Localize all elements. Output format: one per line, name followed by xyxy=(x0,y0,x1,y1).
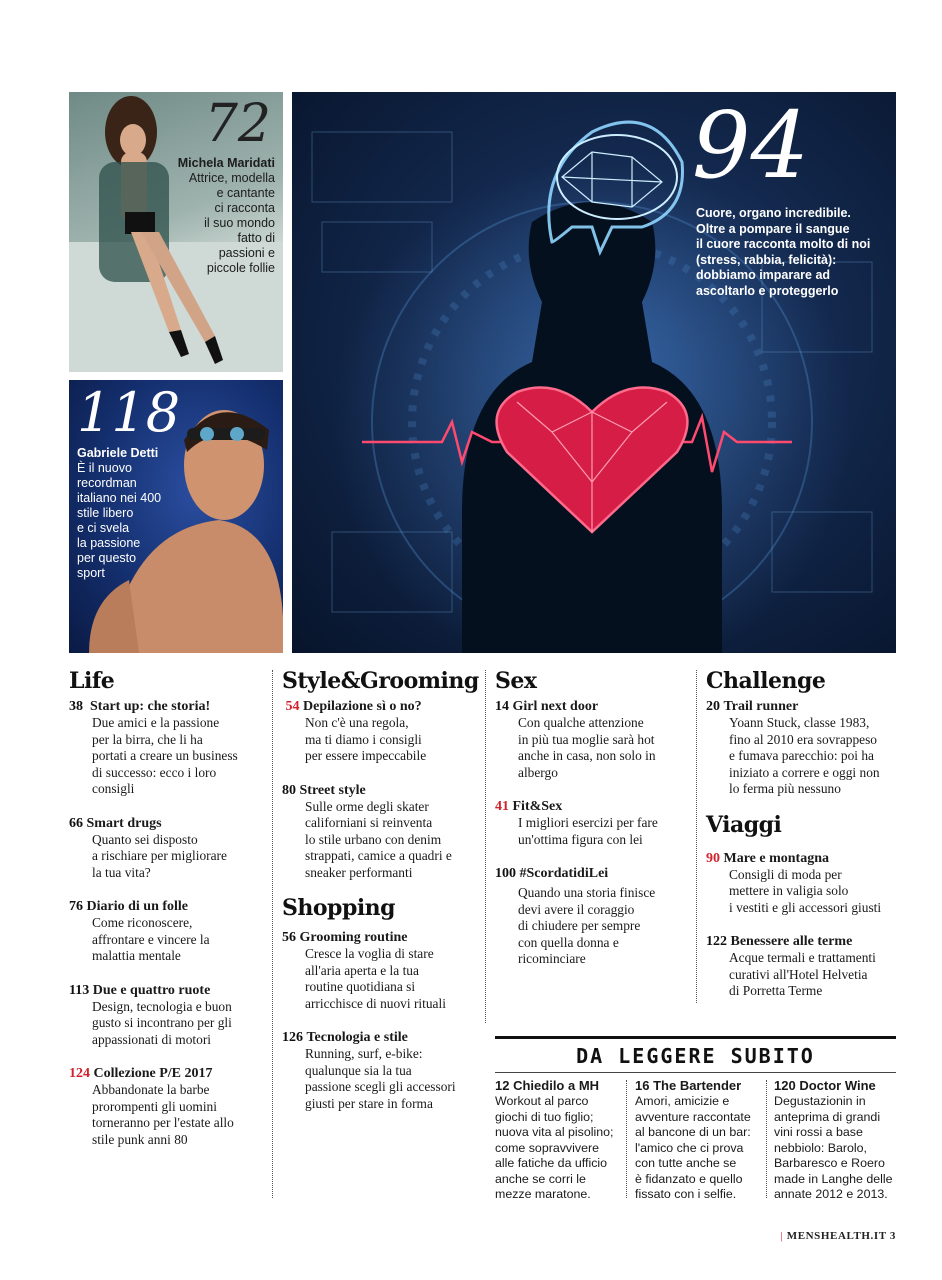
toc-item[interactable] xyxy=(69,698,269,798)
item-title: Depilazione sì o no? xyxy=(303,699,422,714)
toc-item[interactable] xyxy=(69,898,269,965)
item-description: Sulle orme degli skater californiani si reinventa lo stile urbano con denim strappati, camice a quadri e sneaker performanti xyxy=(305,798,452,880)
section-challenge xyxy=(706,668,906,1000)
column-divider xyxy=(272,670,273,1198)
feature-118-caption xyxy=(77,446,161,581)
item-description: Quanto sei disposto a rischiare per migliorare la tua vita? xyxy=(92,831,227,880)
toc-item[interactable] xyxy=(282,698,478,765)
page-number: 38 xyxy=(69,699,83,714)
item-title: Trail runner xyxy=(723,699,799,714)
column-divider xyxy=(626,1080,627,1198)
page-number: 126 xyxy=(282,1030,303,1045)
toc-item[interactable] xyxy=(69,982,269,1049)
toc-item[interactable] xyxy=(69,1065,269,1148)
toc-item[interactable] xyxy=(774,1078,898,1203)
toc-item[interactable] xyxy=(69,815,269,882)
page-number: 122 xyxy=(706,934,727,949)
item-title: Grooming routine xyxy=(299,930,408,945)
item-title: The Bartender xyxy=(653,1078,742,1093)
toc-item[interactable] xyxy=(495,698,691,781)
item-title: Fit&Sex xyxy=(512,799,563,814)
item-description: Acque termali e trattamenti curativi all'Hotel Helvetia di Porretta Terme xyxy=(729,950,876,998)
section-heading-viaggi: Viaggi xyxy=(706,811,782,838)
item-description: Yoann Stuck, classe 1983, fino al 2010 era sovrappeso e fumava parecchio: poi ha iniziato a correre e oggi non lo ferma più nessuno xyxy=(729,715,880,796)
toc-item[interactable] xyxy=(706,698,906,798)
page-number: 16 xyxy=(635,1078,650,1093)
toc-item[interactable] xyxy=(495,865,691,968)
item-description: Design, tecnologia e buon gusto si incontrano per gli appassionati di motori xyxy=(92,998,232,1047)
page-number: 20 xyxy=(706,699,720,714)
footer-separator: | xyxy=(780,1230,784,1242)
toc-item[interactable] xyxy=(706,933,906,1000)
item-title: Mare e montagna xyxy=(723,850,829,866)
feature-72-caption xyxy=(178,156,275,276)
item-description: Cresce la voglia di stare all'aria aperta e la tua routine quotidiana si arricchisce di nuovi rituali xyxy=(305,946,446,1011)
item-title: Start up: che storia! xyxy=(90,699,211,714)
item-description: Due amici e la passione per la birra, che li ha portati a creare un business di successo: ecco i loro consigli xyxy=(92,715,238,796)
feature-72-number: 72 xyxy=(204,94,271,154)
section-sex xyxy=(495,668,691,968)
page-number: 100 xyxy=(495,866,516,881)
page-number: 120 xyxy=(774,1078,796,1093)
page-number: 66 xyxy=(69,815,83,831)
column-divider xyxy=(766,1080,767,1198)
section-heading: Challenge xyxy=(706,668,826,694)
item-description: Abbandonate la barbe prorompenti gli uomini torneranno per l'estate allo stile punk anni 80 xyxy=(92,1082,234,1147)
item-title: Smart drugs xyxy=(86,815,162,831)
page-number: 3 xyxy=(889,1230,896,1242)
section-style-grooming xyxy=(282,668,478,1112)
da-leggere-subito-box xyxy=(495,1036,896,1201)
item-description: Come riconoscere, affrontare e vincere la malattia mentale xyxy=(92,915,210,963)
item-description: I migliori esercizi per fare un'ottima figura con lei xyxy=(518,815,658,847)
page-number: 12 xyxy=(495,1078,510,1093)
feature-118-name: Gabriele Detti xyxy=(77,446,159,460)
feature-72-name: Michela Maridati xyxy=(177,156,275,170)
page-number: 76 xyxy=(69,899,83,914)
item-description: Degustazionin in anteprima di grandi vini rossi a base nebbiolo: Barolo, Barbaresco e Roero made in Langhe delle annate 2012 e 2013. xyxy=(774,1094,893,1201)
feature-118-photo[interactable] xyxy=(69,380,283,653)
column-divider xyxy=(485,670,486,1023)
feature-94-number: 94 xyxy=(692,92,810,199)
page-number: 54 xyxy=(285,699,300,714)
item-title: Benessere alle terme xyxy=(730,934,853,949)
feature-118-number: 118 xyxy=(77,381,181,444)
feature-94-photo[interactable] xyxy=(292,92,896,653)
item-description: Consigli di moda per mettere in valigia solo i vestiti e gli accessori giusti xyxy=(729,866,882,915)
item-title: Street style xyxy=(299,782,366,798)
page-number: 113 xyxy=(69,982,90,998)
section-life xyxy=(69,668,269,1148)
toc-item[interactable] xyxy=(495,798,691,848)
section-heading: Style&Grooming xyxy=(282,668,479,694)
toc-item[interactable] xyxy=(282,1029,478,1112)
item-title: Girl next door xyxy=(512,699,599,714)
page-number: 124 xyxy=(69,1066,90,1081)
box-heading: DA LEGGERE SUBITO xyxy=(576,1044,815,1068)
feature-72-text: Attrice, modella e cantante ci racconta il suo mondo fatto di passioni e piccole follie xyxy=(188,171,275,275)
page-number: 80 xyxy=(282,782,296,798)
feature-72-photo[interactable] xyxy=(69,92,283,372)
page-number: 14 xyxy=(495,699,509,714)
section-heading-shopping: Shopping xyxy=(282,895,396,921)
site-name[interactable]: MENSHEALTH.IT xyxy=(786,1230,887,1242)
feature-118-text: È il nuovo recordman italiano nei 400 stile libero e ci svela la passione per questo sport xyxy=(77,461,162,580)
item-description: Non c'è una regola, ma ti diamo i consigli per essere impeccabile xyxy=(305,715,427,763)
item-title: Chiedilo a MH xyxy=(513,1078,600,1093)
page-number: 90 xyxy=(706,850,720,866)
page-number: 56 xyxy=(282,930,296,945)
page-footer xyxy=(781,1230,896,1242)
item-title: Collezione P/E 2017 xyxy=(93,1066,213,1081)
section-heading: Sex xyxy=(495,668,537,694)
toc-item[interactable] xyxy=(706,850,906,917)
section-heading: Life xyxy=(69,668,115,694)
item-title: Tecnologia e stile xyxy=(306,1030,408,1045)
item-title: Due e quattro ruote xyxy=(92,982,211,998)
toc-item[interactable] xyxy=(282,929,478,1012)
item-title: Doctor Wine xyxy=(799,1078,876,1093)
item-description: Running, surf, e-bike: qualunque sia la tua passione scegli gli accessori giusti per stare in forma xyxy=(305,1046,456,1111)
item-description: Workout al parco giochi di tuo figlio; nuova vita al pisolino; come sopravvivere alle fatiche da ufficio anche se corri le mezze maratone. xyxy=(495,1094,614,1201)
item-description: Quando una storia finisce devi avere il coraggio di chiudere per sempre con quella donna e ricominciare xyxy=(518,885,656,966)
item-description: Amori, amicizie e avventure raccontate al bancone di un bar: l'amico che ci prova con tutte anche se è fidanzato e quello fissato con i selfie. xyxy=(635,1094,751,1201)
divider xyxy=(495,1072,896,1073)
page-number: 41 xyxy=(495,799,509,814)
item-title: Diario di un folle xyxy=(86,899,189,914)
item-description: Con qualche attenzione in più tua moglie sarà hot anche in casa, non solo in albergo xyxy=(518,715,656,780)
toc-item[interactable] xyxy=(282,782,478,882)
toc-item[interactable] xyxy=(495,1078,619,1203)
toc-item[interactable] xyxy=(635,1078,763,1203)
column-divider xyxy=(696,670,697,1003)
feature-94-caption: Cuore, organo incredibile. Oltre a pompare il sangue il cuore racconta molto di noi (stress, rabbia, felicità): dobbiamo imparare ad ascoltarlo e proteggerlo xyxy=(696,206,871,298)
item-title: #ScordatidiLei xyxy=(519,866,609,881)
